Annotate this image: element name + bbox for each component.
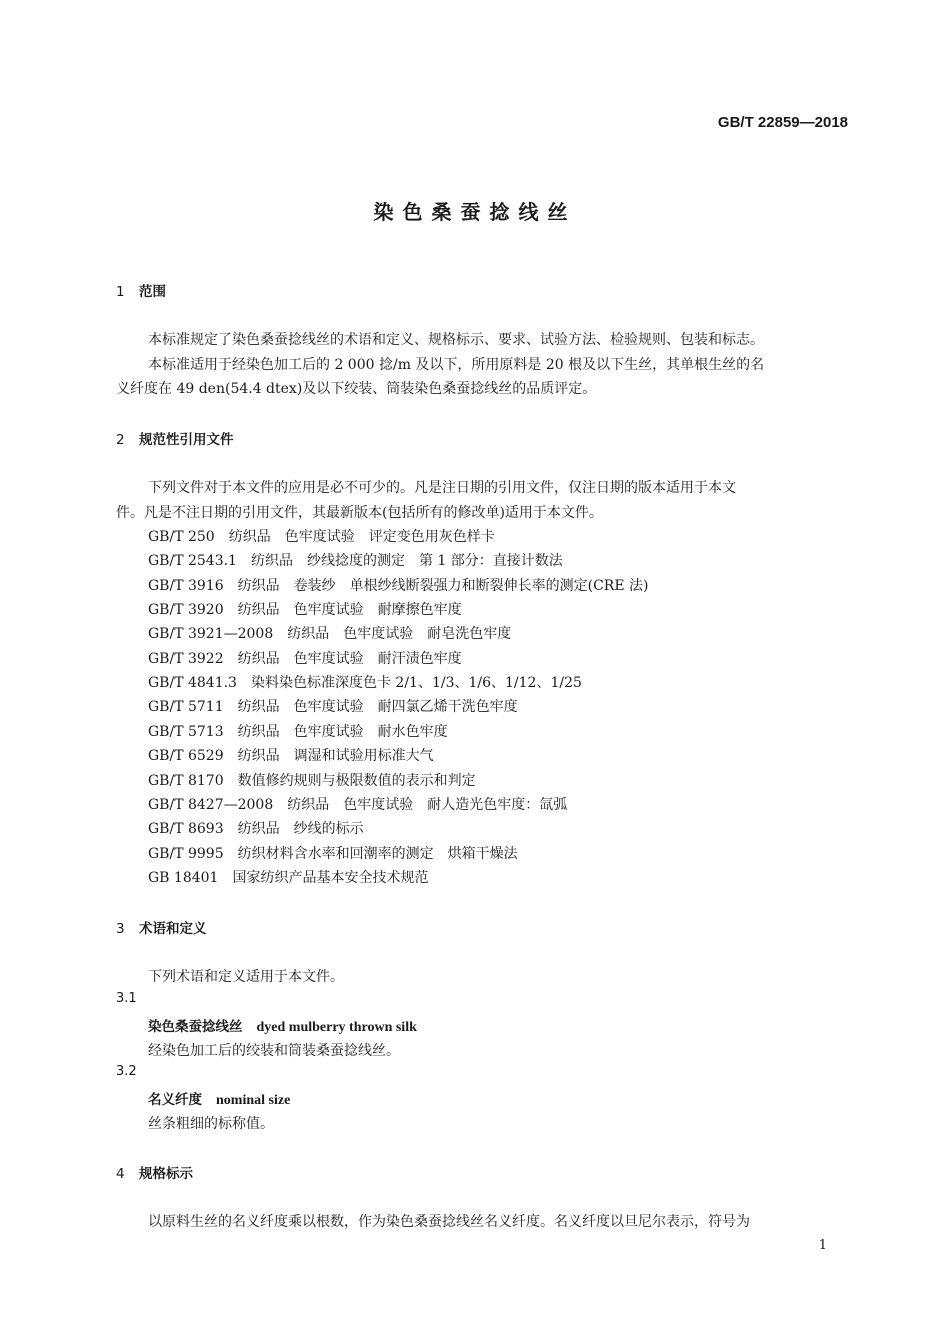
section-4-heading [116,1162,193,1182]
reference-item [148,672,582,692]
paragraph: 本标准规定了染色桑蚕捻线丝的术语和定义、规格标示、要求、试验方法、检验规则、包装和标志。 [148,332,764,348]
reference-title: 纺织品 色牢度试验 耐人造光色牢度：氙弧 [287,797,568,813]
reference-title: 纺织品 色牢度试验 评定变色用灰色样卡 [228,529,495,545]
reference-title: 纺织品 卷装纱 单根纱线断裂强力和断裂伸长率的测定(CRE 法) [237,578,649,594]
reference-title: 国家纺织产品基本安全技术规范 [232,870,429,886]
section-number: 2 [116,432,125,448]
term-definition: 经染色加工后的绞装和筒装桑蚕捻线丝。 [148,1043,400,1059]
section-title: 规范性引用文件 [139,432,234,448]
reference-code: GB/T 4841.3 [148,675,237,691]
reference-title: 数值修约规则与极限数值的表示和判定 [237,773,476,789]
reference-code: GB/T 2543.1 [148,553,237,569]
term-number: 3.1 [116,991,137,1006]
section-title: 术语和定义 [139,921,207,937]
reference-code: GB/T 8427—2008 [148,797,274,813]
reference-title: 纺织品 调湿和试验用标准大气 [237,748,434,764]
reference-code: GB/T 9995 [148,846,224,862]
term-entry [148,1015,417,1036]
section-number: 3 [116,921,125,937]
reference-item [148,526,495,546]
reference-item [148,550,563,570]
reference-item [148,599,462,619]
page-number: 1 [818,1238,827,1253]
section-3-heading [116,917,207,937]
reference-title: 纺织品 色牢度试验 耐摩擦色牢度 [237,602,462,618]
section-title: 范围 [139,284,166,300]
reference-code: GB/T 8693 [148,821,224,837]
reference-code: GB/T 6529 [148,748,224,764]
term-number: 3.2 [116,1064,137,1079]
paragraph-continued: 义纤度在 49 den(54.4 dtex)及以下绞装、筒装染色桑蚕捻线丝的品质评定。 [116,381,597,397]
section-number: 4 [116,1166,125,1182]
reference-title: 纺织品 纱线的标示 [237,821,364,837]
reference-item [148,623,511,643]
reference-item [148,794,567,814]
reference-item [148,818,364,838]
term-entry [148,1088,290,1109]
reference-item [148,648,462,668]
paragraph: 以原料生丝的名义纤度乘以根数，作为染色桑蚕捻线丝名义纤度。名义纤度以旦尼尔表示，符号为 [148,1214,750,1230]
section-2-heading [116,428,234,448]
reference-item [148,843,518,863]
reference-item [148,696,518,716]
reference-item [148,745,434,765]
reference-title: 染料染色标准深度色卡 2/1、1/3、1/6、1/12、1/25 [250,675,582,691]
reference-code: GB/T 3921—2008 [148,626,274,642]
reference-item [148,867,428,887]
term-zh: 名义纤度 [148,1092,202,1108]
reference-code: GB 18401 [148,870,219,886]
reference-title: 纺织材料含水率和回潮率的测定 烘箱干燥法 [237,846,518,862]
reference-title: 纺织品 色牢度试验 耐皂洗色牢度 [287,626,512,642]
reference-title: 纺织品 色牢度试验 耐四氯乙烯干洗色牢度 [237,699,518,715]
term-definition: 丝条粗细的标称值。 [148,1116,274,1132]
term-zh: 染色桑蚕捻线丝 [148,1019,243,1035]
paragraph: 下列术语和定义适用于本文件。 [148,969,344,985]
paragraph: 下列文件对于本文件的应用是必不可少的。凡是注日期的引用文件，仅注日期的版本适用于本文 [148,480,736,496]
reference-title: 纺织品 色牢度试验 耐汗渍色牢度 [237,651,462,667]
reference-code: GB/T 3920 [148,602,224,618]
reference-title: 纺织品 色牢度试验 耐水色牢度 [237,724,448,740]
standard-code: GB/T 22859—2018 [717,114,848,131]
section-number: 1 [116,284,125,300]
reference-code: GB/T 3922 [148,651,224,667]
reference-item [148,575,648,595]
section-title: 规格标示 [139,1166,193,1182]
reference-code: GB/T 5713 [148,724,224,740]
reference-code: GB/T 3916 [148,578,224,594]
term-en: dyed mulberry thrown silk [256,1020,417,1035]
reference-title: 纺织品 纱线捻度的测定 第 1 部分：直接计数法 [250,553,563,569]
document-title: 染色桑蚕捻线丝 [373,200,577,224]
section-1-heading [116,280,166,300]
reference-code: GB/T 8170 [148,773,224,789]
term-en: nominal size [216,1093,291,1108]
reference-item [148,770,476,790]
paragraph: 本标准适用于经染色加工后的 2 000 捻/m 及以下，所用原料是 20 根及以下生丝，其单根生丝的名 [148,357,765,373]
paragraph-continued: 件。凡是不注日期的引用文件，其最新版本(包括所有的修改单)适用于本文件。 [116,505,603,521]
reference-item [148,721,448,741]
reference-code: GB/T 5711 [148,699,224,715]
reference-code: GB/T 250 [148,529,215,545]
